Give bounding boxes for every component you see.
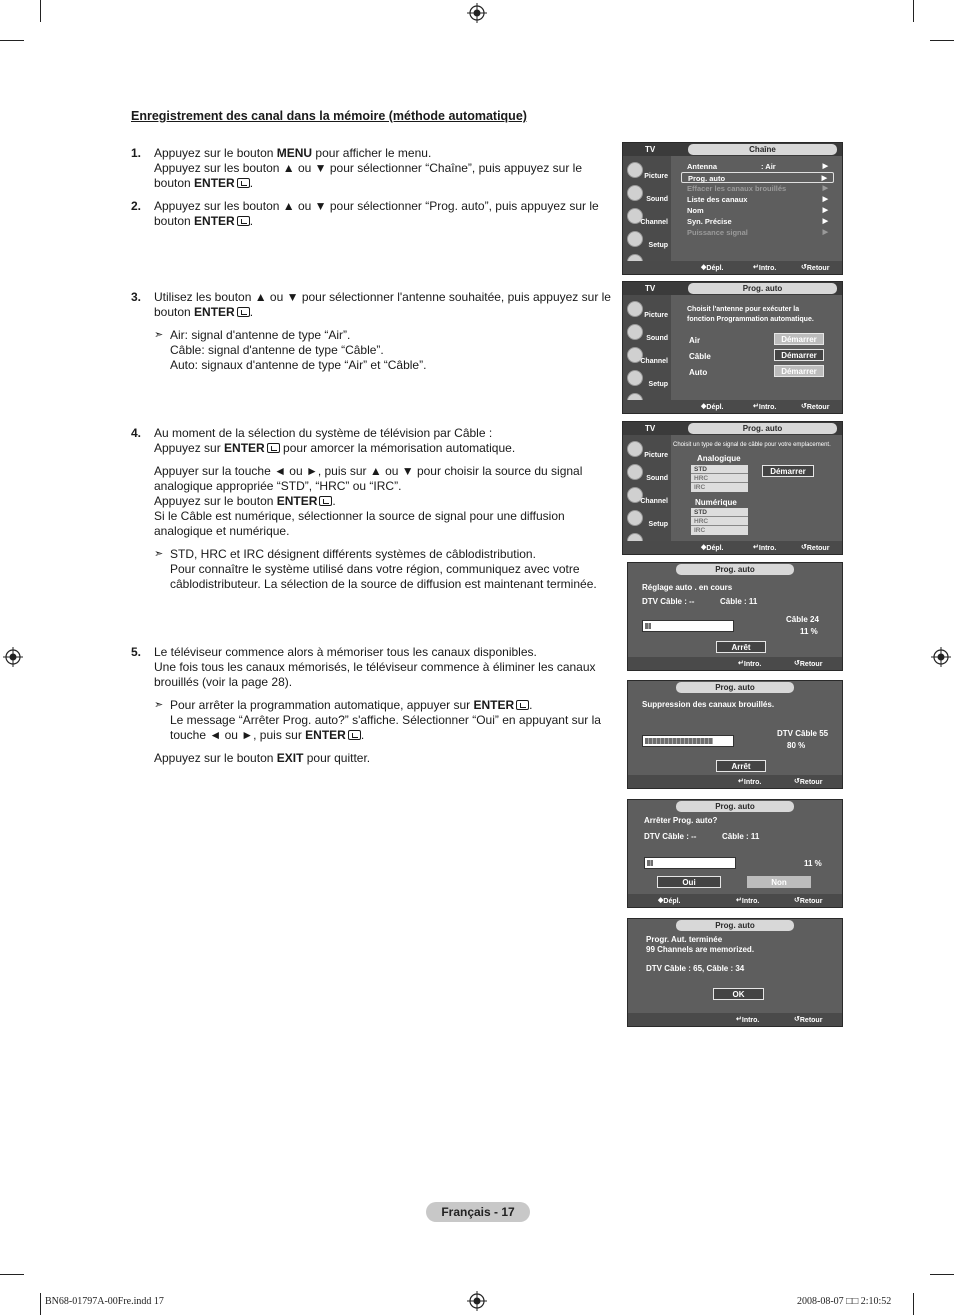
menu-item-clear-scrambled[interactable]: Effacer les canaux brouillés ▶ (687, 184, 828, 193)
date-slug: 2008-08-07 □□ 2:10:52 (797, 1296, 892, 1307)
menu-item-channel-list[interactable]: Liste des canaux ▶ (687, 195, 828, 204)
start-button-cable[interactable]: Démarrer (774, 349, 824, 361)
progress-fill (647, 860, 653, 866)
osd-cable-type: TV Prog. auto Picture Sound Channel Setup Choisit un type de signal de câble pour votre emplacement. Analogique STD HRC IRC Numérique STD HRC IRC Démarrer ◆ Dépl. ↵ Intro. ↺ Retour (622, 421, 843, 555)
note-arrow-icon: ➣ (154, 699, 164, 711)
enter-key: ENTER (194, 176, 235, 190)
side-item-picture[interactable]: Picture (625, 439, 669, 461)
sound-icon (627, 324, 643, 340)
crop-mark (0, 40, 24, 41)
enter-icon (237, 216, 250, 226)
picture-icon (627, 162, 643, 178)
osd-scan-complete: Prog. auto Progr. Aut. terminée 99 Channels are memorized. DTV Câble : 65, Câble : 34 OK ↵ Intro. ↺ Retour (627, 918, 843, 1027)
page-number: Français - 17 (426, 1202, 530, 1222)
enter-icon (237, 307, 250, 317)
side-item-sound[interactable]: Sound (625, 322, 669, 344)
registration-mark-icon (467, 3, 487, 23)
stop-button[interactable]: Arrêt (716, 760, 766, 772)
step-3: 3. Utilisez les bouton ▲ ou ▼ pour sélectionner l'antenne souhaitée, puis appuyez sur le bouton ENTER . ➣ Air: signal d'antenne de type “Air”. Câble: signal d'antenne de type “Câble”. Auto: signaux d'antenne de type “Air” et “Câble”. (131, 290, 614, 373)
step-4: 4. Au moment de la sélection du système de télévision par Câble : Appuyez sur ENTER pour amorcer la mémorisation automatique. Appuyer sur la touche ◄ ou ►, puis sur ▲ ou ▼ pour choisir la source du signal analogique appropriée “STD”, “HRC” ou “IRC”. Appuyez sur le bouton ENTER . Si le Câble est numérique, sélectionner la source de signal pour une diffusion analogique et numérique. ➣ STD, HRC et IRC désignent différents systèmes de câblodistribution. Pour connaître le système utilisé dans votre région, communiquez avec votre câblodistributeur. La sélection de la source de diffusion est maintenant terminée. (131, 426, 614, 592)
side-item-sound[interactable]: Sound (625, 183, 669, 205)
file-slug: BN68-01797A-00Fre.indd 17 (45, 1296, 164, 1307)
option-hrc[interactable]: HRC (691, 517, 748, 526)
step-number: 5. (131, 645, 142, 659)
option-irc[interactable]: IRC (694, 484, 706, 491)
side-item-channel[interactable]: Channel (625, 206, 669, 228)
step-number: 4. (131, 426, 142, 440)
registration-mark-icon (467, 1291, 487, 1311)
enter-key: ENTER (276, 494, 318, 508)
crop-mark (40, 0, 41, 22)
registration-mark-icon (3, 647, 23, 667)
side-item-sound[interactable]: Sound (625, 462, 669, 484)
progress-bar (642, 735, 734, 747)
enter-icon (348, 730, 361, 740)
crop-mark (913, 0, 914, 22)
osd-stop-confirm: Prog. auto Arrêter Prog. auto? DTV Câble : -- Câble : 11 11 % Oui Non ◆ Dépl. ↵ Intro. ↺ Retour (627, 799, 843, 908)
start-button-air[interactable]: Démarrer (774, 333, 824, 345)
menu-key: MENU (276, 146, 313, 160)
progress-fill (645, 623, 651, 629)
side-item-setup[interactable]: Setup (625, 368, 669, 390)
step-number: 3. (131, 290, 142, 304)
menu-item-prog-auto[interactable]: Prog. auto ▶ (681, 172, 834, 183)
enter-key: ENTER (224, 441, 265, 455)
menu-item-antenna[interactable]: Antenna : Air ▶ (687, 162, 828, 171)
progress-bar (644, 857, 736, 869)
step-number: 1. (131, 146, 142, 160)
enter-key: ENTER (305, 728, 346, 742)
crop-mark (930, 1274, 954, 1275)
tv-label: TV (645, 145, 656, 154)
enter-icon (516, 700, 529, 710)
step-5: 5. Le téléviseur commence alors à mémoriser tous les canaux disponibles. Une fois tous les canaux mémorisés, le téléviseur commence à éliminer les canaux brouillés (voir la page 28). ➣ Pour arrêter la programmation automatique, appuyer sur ENTER . Le message “Arrêter Prog. auto?” s'affiche. Sélectionner “Oui” en appuyant sur la touche ◄ ou ►, puis sur ENTER . Appuyez sur le bouton EXIT pour quitter. (131, 645, 614, 766)
option-std[interactable]: STD (691, 508, 748, 517)
enter-icon (237, 178, 250, 188)
side-item-channel[interactable]: Channel (625, 345, 669, 367)
note-arrow-icon: ➣ (154, 329, 164, 341)
osd-antenna-select: TV Prog. auto Picture Sound Channel Setup Choisit l'antenne pour exécuter la fonction Programmation automatique. Air Câble Auto Démarrer Démarrer Démarrer ◆ Dépl. ↵ Intro. ↺ Retour (622, 281, 843, 414)
option-irc[interactable]: IRC (694, 527, 706, 534)
osd-scan-progress: Prog. auto Réglage auto . en cours DTV Câble : -- Câble : 11 Câble 24 11 % Arrêt ↵ Intro. ↺ Retour (627, 562, 843, 671)
stop-button[interactable]: Arrêt (716, 641, 766, 653)
note: ➣ Pour arrêter la programmation automatique, appuyer sur ENTER . Le message “Arrêter Prog. auto?” s'affiche. Sélectionner “Oui” en appuyant sur la touche ◄ ou ►, puis sur ENTER . (154, 698, 601, 742)
menu-tab: Chaîne (688, 144, 837, 155)
setup-icon (627, 231, 643, 247)
sound-icon (627, 185, 643, 201)
side-item-channel[interactable]: Channel (625, 485, 669, 507)
enter-key: ENTER (194, 214, 235, 228)
side-item-setup[interactable]: Setup (625, 508, 669, 530)
note-arrow-icon: ➣ (154, 548, 164, 560)
osd-remove-scrambled: Prog. auto Suppression des canaux brouillés. DTV Câble 55 80 % Arrêt ↵ Intro. ↺ Retour (627, 680, 843, 789)
menu-item-fine-tune[interactable]: Syn. Précise ▶ (687, 217, 828, 226)
picture-icon (627, 441, 643, 457)
enter-key: ENTER (473, 698, 515, 712)
note: ➣ Air: signal d'antenne de type “Air”. Câble: signal d'antenne de type “Câble”. Auto: signaux d'antenne de type “Air” et “Câble”. (154, 328, 427, 372)
exit-key: EXIT (276, 751, 304, 765)
step-1: 1. Appuyez sur le bouton MENU pour afficher le menu. Appuyez sur les bouton ▲ ou ▼ pour sélectionner “Chaîne”, puis appuyez sur le bouton ENTER . (131, 146, 582, 190)
option-std[interactable]: STD (691, 465, 748, 474)
crop-mark (40, 1293, 41, 1315)
yes-button[interactable]: Oui (657, 876, 721, 888)
page-title: Enregistrement des canal dans la mémoire (méthode automatique) (131, 109, 527, 123)
crop-mark (913, 1293, 914, 1315)
setup-icon (627, 510, 643, 526)
crop-mark (0, 1274, 24, 1275)
ok-button[interactable]: OK (713, 988, 764, 1000)
enter-key: ENTER (194, 305, 235, 319)
note: ➣ STD, HRC et IRC désignent différents systèmes de câblodistribution. Pour connaître le système utilisé dans votre région, communiquez avec votre câblodistributeur. La sélection de la source de diffusion est maintenant terminée. (154, 547, 597, 591)
registration-mark-icon (931, 647, 951, 667)
enter-icon (319, 496, 332, 506)
side-item-picture[interactable]: Picture (625, 299, 669, 321)
start-button-auto[interactable]: Démarrer (774, 365, 824, 377)
setup-icon (627, 370, 643, 386)
option-hrc[interactable]: HRC (691, 474, 748, 483)
start-button[interactable]: Démarrer (762, 465, 814, 477)
no-button[interactable]: Non (747, 876, 811, 888)
menu-item-name[interactable]: Nom ▶ (687, 206, 828, 215)
osd-channel-menu: TV Chaîne Picture Sound Channel Setup Antenna : Air ▶ Prog. auto ▶ Effacer les canaux brouillés ▶ Liste des canaux ▶ Nom ▶ Syn. Précise ▶ Puissance signal ▶ ◆ Dépl. ↵ Intro. ↺ Retour (622, 142, 843, 275)
side-item-picture[interactable]: Picture (625, 160, 669, 182)
step-2: 2. Appuyez sur les bouton ▲ ou ▼ pour sélectionner “Prog. auto”, puis appuyez sur le bouton ENTER . (131, 199, 599, 228)
progress-fill (645, 738, 713, 744)
progress-bar (642, 620, 734, 632)
crop-mark (930, 40, 954, 41)
side-item-setup[interactable]: Setup (625, 229, 669, 251)
sound-icon (627, 464, 643, 480)
step-number: 2. (131, 199, 142, 213)
enter-icon (267, 443, 280, 453)
menu-item-signal-strength[interactable]: Puissance signal ▶ (687, 228, 828, 237)
picture-icon (627, 301, 643, 317)
